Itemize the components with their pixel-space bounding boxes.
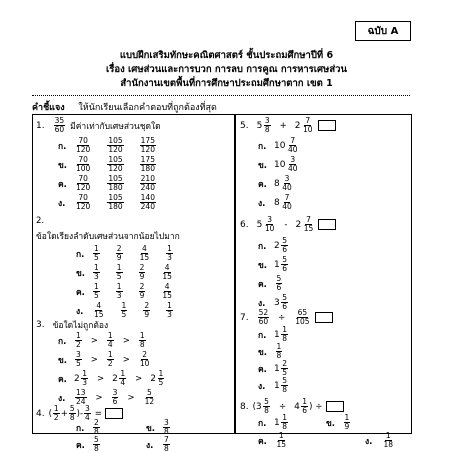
question-4-choice-a[interactable]: ก. $\frac{2}{8}$ [76,418,99,436]
question-2-choice-c[interactable]: ค. $\frac{1}{5}$ $\frac{1}{3}$ $\frac{2}{9}$ $\frac{4}{15}$ [76,282,172,300]
question-8-choice-b[interactable]: ข. $\frac{1}{9}$ [326,413,350,431]
question-3-choice-b[interactable]: ข. $\frac{3}{5}$ > $\frac{1}{2}$ > $\frac{2}{10}$ [58,350,150,368]
question-2-choice-b[interactable]: ข. $\frac{1}{3}$ $\frac{1}{5}$ $\frac{2}{9}$ $\frac{4}{15}$ [76,263,172,281]
question-4-choice-b[interactable]: ข. $\frac{3}{8}$ [146,418,169,436]
instruction [32,100,217,114]
question-2-number: 2. [36,216,45,226]
question-3-choice-d[interactable]: ง. $\frac{13}{24}$ > $\frac{3}{6}$ > $\frac{5}{12}$ [58,388,155,406]
instruction-text: ให้นักเรียนเลือกคำตอบที่ถูกต้องที่สุด [78,103,217,113]
question-4-stem: 4. ( $\frac{1}{2}$ + $\frac{5}{8}$ ) - $\frac{3}{4}$ = [36,405,123,422]
answer-box[interactable] [318,219,336,230]
question-6-choice-a[interactable]: ก. 2 $\frac{5}{6}$ [258,236,288,254]
question-7-stem: 7. $\frac{52}{60}$ ÷ $\frac{65}{105}$ [240,309,333,326]
question-2-stem: ข้อใดเรียงลำดับเศษส่วนจากน้อยไปมาก [36,232,180,242]
question-7-choice-a[interactable]: ก. 1 $\frac{1}{8}$ [258,325,288,343]
question-1-choice-c[interactable]: ค. $\frac{70}{120}$ $\frac{105}{180}$ $\frac{210}{240}$ [58,174,155,192]
answer-box[interactable] [318,120,336,131]
question-2-choice-a[interactable]: ก. $\frac{1}{5}$ $\frac{2}{9}$ $\frac{4}{15}$ $\frac{1}{3}$ [76,244,172,262]
title-line-1: แบบฝึกเสริมทักษะคณิตศาสตร์ ชั้นประถมศึกษาปีที่ 6 [119,50,334,61]
question-7-choice-b[interactable]: ข. $\frac{1}{8}$ [258,342,282,360]
question-1-stem: 1. $\frac{35}{60}$ มีค่าเท่ากับเศษส่วนชุดใด [36,116,161,134]
question-4-choice-c[interactable]: ค. $\frac{5}{8}$ [76,435,99,453]
question-6-choice-c[interactable]: ค. $\frac{5}{6}$ [258,274,282,292]
question-6-choice-d[interactable]: ง. 3 $\frac{5}{6}$ [258,293,288,311]
question-4-choice-d[interactable]: ง. $\frac{7}{8}$ [146,435,169,453]
question-8-choice-a[interactable]: ก. 1 $\frac{1}{8}$ [258,413,288,431]
title-line-3: สำนักงานเขตพื้นที่การศึกษาประถมศึกษาตาก เขต 1 [120,78,333,89]
header-divider [32,95,410,96]
version-badge: ฉบับ A [355,21,411,41]
question-5-choice-a[interactable]: ก. 10 $\frac{7}{40}$ [258,136,298,154]
title-line-2: เรื่อง เศษส่วนและการบวก การลบ การคูณ การหารเศษส่วน [106,64,347,75]
question-8-choice-c[interactable]: ค. $\frac{1}{15}$ [258,431,287,449]
question-1-choice-b[interactable]: ข. $\frac{70}{100}$ $\frac{105}{120}$ $\frac{175}{180}$ [58,155,155,173]
question-6-stem: 6. 5 $\frac{3}{10}$ - 2 $\frac{7}{15}$ [240,216,336,233]
fraction: $\frac{35}{60}$ [54,116,65,134]
question-2-choice-d[interactable]: ง. $\frac{4}{15}$ $\frac{1}{5}$ $\frac{2}{9}$ $\frac{1}{3}$ [76,301,172,319]
question-3-choice-c[interactable]: ค. 2 $\frac{1}{3}$ > 2 $\frac{1}{4}$ > 2 $\frac{1}{5}$ [58,369,164,387]
question-1-choice-a[interactable]: ก. $\frac{70}{120}$ $\frac{105}{120}$ $\frac{175}{120}$ [58,136,155,154]
question-7-choice-d[interactable]: ง. 1 $\frac{5}{8}$ [258,376,288,394]
question-5-choice-d[interactable]: ง. 8 $\frac{7}{40}$ [258,193,292,211]
question-5-choice-b[interactable]: ข. 10 $\frac{3}{40}$ [258,155,298,173]
question-5-stem: 5. 5 $\frac{3}{8}$ + 2 $\frac{7}{10}$ [240,117,336,134]
question-5-choice-c[interactable]: ค. 8 $\frac{3}{40}$ [258,174,292,192]
answer-box[interactable] [315,312,333,323]
answer-box[interactable] [105,408,123,419]
question-1-choice-d[interactable]: ง. $\frac{70}{120}$ $\frac{105}{180}$ $\frac{140}{240}$ [58,193,155,211]
instruction-label: คำชี้แจง [32,103,65,113]
question-8-choice-d[interactable]: ง. $\frac{1}{18}$ [365,431,394,449]
question-6-choice-b[interactable]: ข. 1 $\frac{5}{6}$ [258,255,288,273]
question-7-choice-c[interactable]: ค. 1 $\frac{2}{5}$ [258,359,288,377]
question-3-choice-a[interactable]: ก. $\frac{1}{2}$ > $\frac{1}{4}$ > $\frac{1}{8}$ [58,331,145,349]
question-3-stem: 3. ข้อใดไม่ถูกต้อง [36,320,109,331]
question-8-stem: 8. ( 3 $\frac{5}{8}$ ÷ 4 $\frac{1}{6}$ ) ÷ [240,398,344,415]
answer-box[interactable] [326,401,344,412]
